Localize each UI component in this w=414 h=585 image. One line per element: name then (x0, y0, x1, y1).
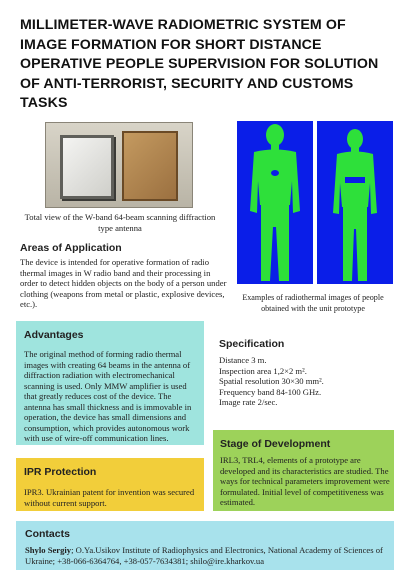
areas-text: The device is intended for operative formation of radio thermal images in W radio band and their processing in order to detect hidden objects on the body of a person under clothing (weapons from metal or plastic, explosive devices, etc.). (20, 257, 227, 309)
title-line: OF ANTI-TERRORIST, SECURITY AND CUSTOMS TASKS (20, 75, 354, 112)
contact-name: Shylo Sergiy (25, 545, 72, 555)
ipr-text: IPR3. Ukrainian patent for invention was secured without current support. (24, 487, 195, 508)
advantages-text: The original method of forming radio thermal images with creating 64 beams in the antenna of diffraction radiation with electromechanical scanning is used. Only MMW amplifier is used that greatly reduces cost of the device. The antenna has small thickness and is immovable in operation, the device has small dimensions and consumption, which provides autonomous work with use of wire-off communication lines. (24, 349, 192, 443)
stage-box (213, 430, 394, 511)
contacts-text (25, 545, 391, 566)
spec-item: Distance 3 m. (219, 355, 267, 365)
title-line: MILLIMETER-WAVE RADIOMETRIC SYSTEM OF (20, 17, 346, 33)
specification-list (219, 355, 399, 408)
radiothermal-image-front (237, 121, 313, 284)
title-line: IMAGE FORMATION FOR SHORT DISTANCE (20, 36, 322, 53)
spec-item: Inspection area 1,2×2 m². (219, 365, 307, 376)
contacts-box (16, 521, 394, 570)
title-line: OPERATIVE PEOPLE SUPERVISION FOR SOLUTION (20, 56, 379, 73)
radiothermal-image-back (317, 121, 393, 284)
antenna-photo (45, 122, 193, 208)
antenna-reflector (122, 131, 178, 201)
areas-heading: Areas of Application (20, 242, 122, 254)
ipr-box (16, 458, 204, 511)
advantages-heading: Advantages (24, 329, 84, 341)
advantages-box (16, 321, 204, 445)
stage-heading: Stage of Development (220, 438, 331, 450)
stage-text: IRL3, TRL4, elements of a prototype are developed and its characteristics are studied. The ways for technical parameters improvement were formulated. Initial level of competitiveness was estimated. (220, 455, 390, 507)
antenna-panel (60, 135, 114, 199)
poster-title (20, 16, 400, 114)
person-silhouette (317, 121, 393, 284)
person-silhouette (237, 121, 313, 284)
ipr-heading: IPR Protection (24, 466, 97, 478)
spec-item: Image rate 2/sec. (219, 397, 278, 407)
spec-item: Frequency band 84-100 GHz. (219, 386, 322, 397)
antenna-photo-caption: Total view of the W-band 64-beam scanning diffraction type antenna (24, 212, 216, 233)
spec-item: Spatial resolution 30×30 mm². (219, 376, 324, 386)
specification-heading: Specification (219, 338, 285, 350)
contact-details: ; O.Ya.Usikov Institute of Radiophysics and Electronics, National Academy of Sciences of Ukraine; +38-066-6364764, +38-057-7634381; shilo@ire.kharkov.ua (25, 545, 383, 566)
radiothermal-caption: Examples of radiothermal images of people obtained with the unit prototype (242, 293, 384, 313)
contacts-heading: Contacts (25, 528, 70, 540)
